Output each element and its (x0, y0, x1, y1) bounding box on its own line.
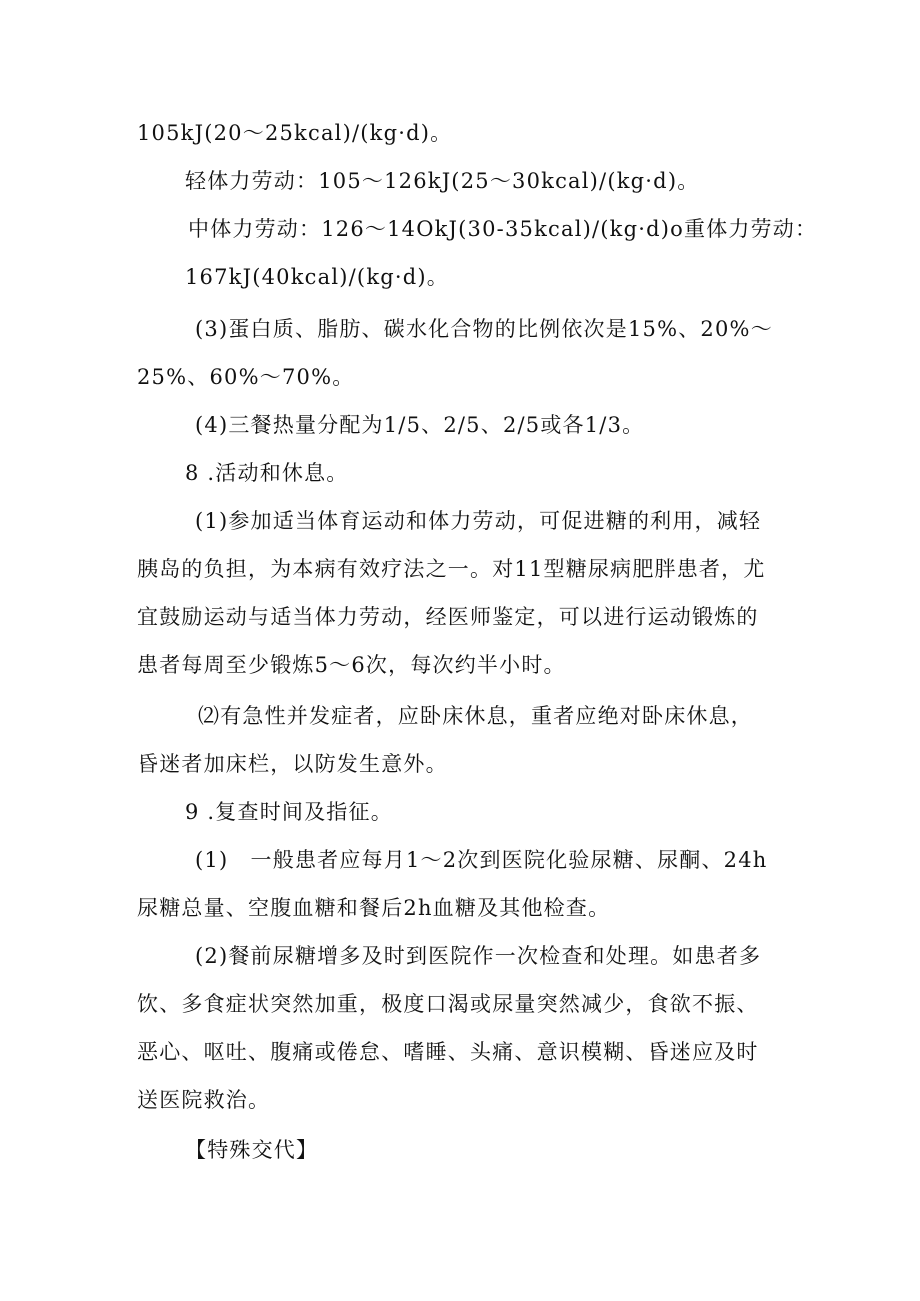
text-line: ⑵有急性并发症者，应卧床休息，重者应绝对卧床休息， (198, 704, 753, 728)
text-line: 患者每周至少锻炼5～6次，每次约半小时。 (137, 653, 566, 677)
text-line: (3)蛋白质、脂肪、碳水化合物的比例依次是15%、20%～ (195, 317, 773, 341)
text-line: (4)三餐热量分配为1/5、2/5、2/5或各1/3。 (195, 413, 645, 437)
text-line: 25%、60%～70%。 (137, 365, 355, 389)
text-line: 轻体力劳动：105～126kJ(25～30kcal)/(kg·d)。 (185, 169, 700, 193)
section-heading: 9 .复查时间及指征。 (185, 800, 393, 824)
text-line: 饮、多食症状突然加重，极度口渴或尿量突然减少，食欲不振、 (137, 992, 759, 1016)
text-line: (1)参加适当体育运动和体力劳动，可促进糖的利用，减轻 (195, 509, 762, 533)
text-line: 167kJ(40kcal)/(kg·d)。 (185, 265, 450, 289)
special-instructions-heading: 【特殊交代】 (185, 1138, 319, 1162)
text-line: 昏迷者加床栏，以防发生意外。 (137, 752, 448, 776)
text-line: (1) 一般患者应每月1～2次到医院化验尿糖、尿酮、24h (195, 848, 768, 872)
section-heading: 8 .活动和休息。 (185, 461, 349, 485)
text-line: (2)餐前尿糖增多及时到医院作一次检查和处理。如患者多 (195, 944, 762, 968)
text-line: 送医院救治。 (137, 1088, 271, 1112)
text-line: 中体力劳动：126～14OkJ(30-35kcal)/(kg·d)o重体力劳动： (188, 217, 818, 241)
text-line: 胰岛的负担，为本病有效疗法之一。对11型糖尿病肥胖患者，尤 (137, 557, 766, 581)
text-line: 恶心、呕吐、腹痛或倦怠、嗜睡、头痛、意识模糊、昏迷应及时 (137, 1040, 759, 1064)
text-line: 105kJ(20～25kcal)/(kg·d)。 (137, 121, 453, 145)
text-line: 尿糖总量、空腹血糖和餐后2h血糖及其他检查。 (137, 896, 611, 920)
text-line: 宜鼓励运动与适当体力劳动，经医师鉴定，可以进行运动锻炼的 (137, 605, 759, 629)
